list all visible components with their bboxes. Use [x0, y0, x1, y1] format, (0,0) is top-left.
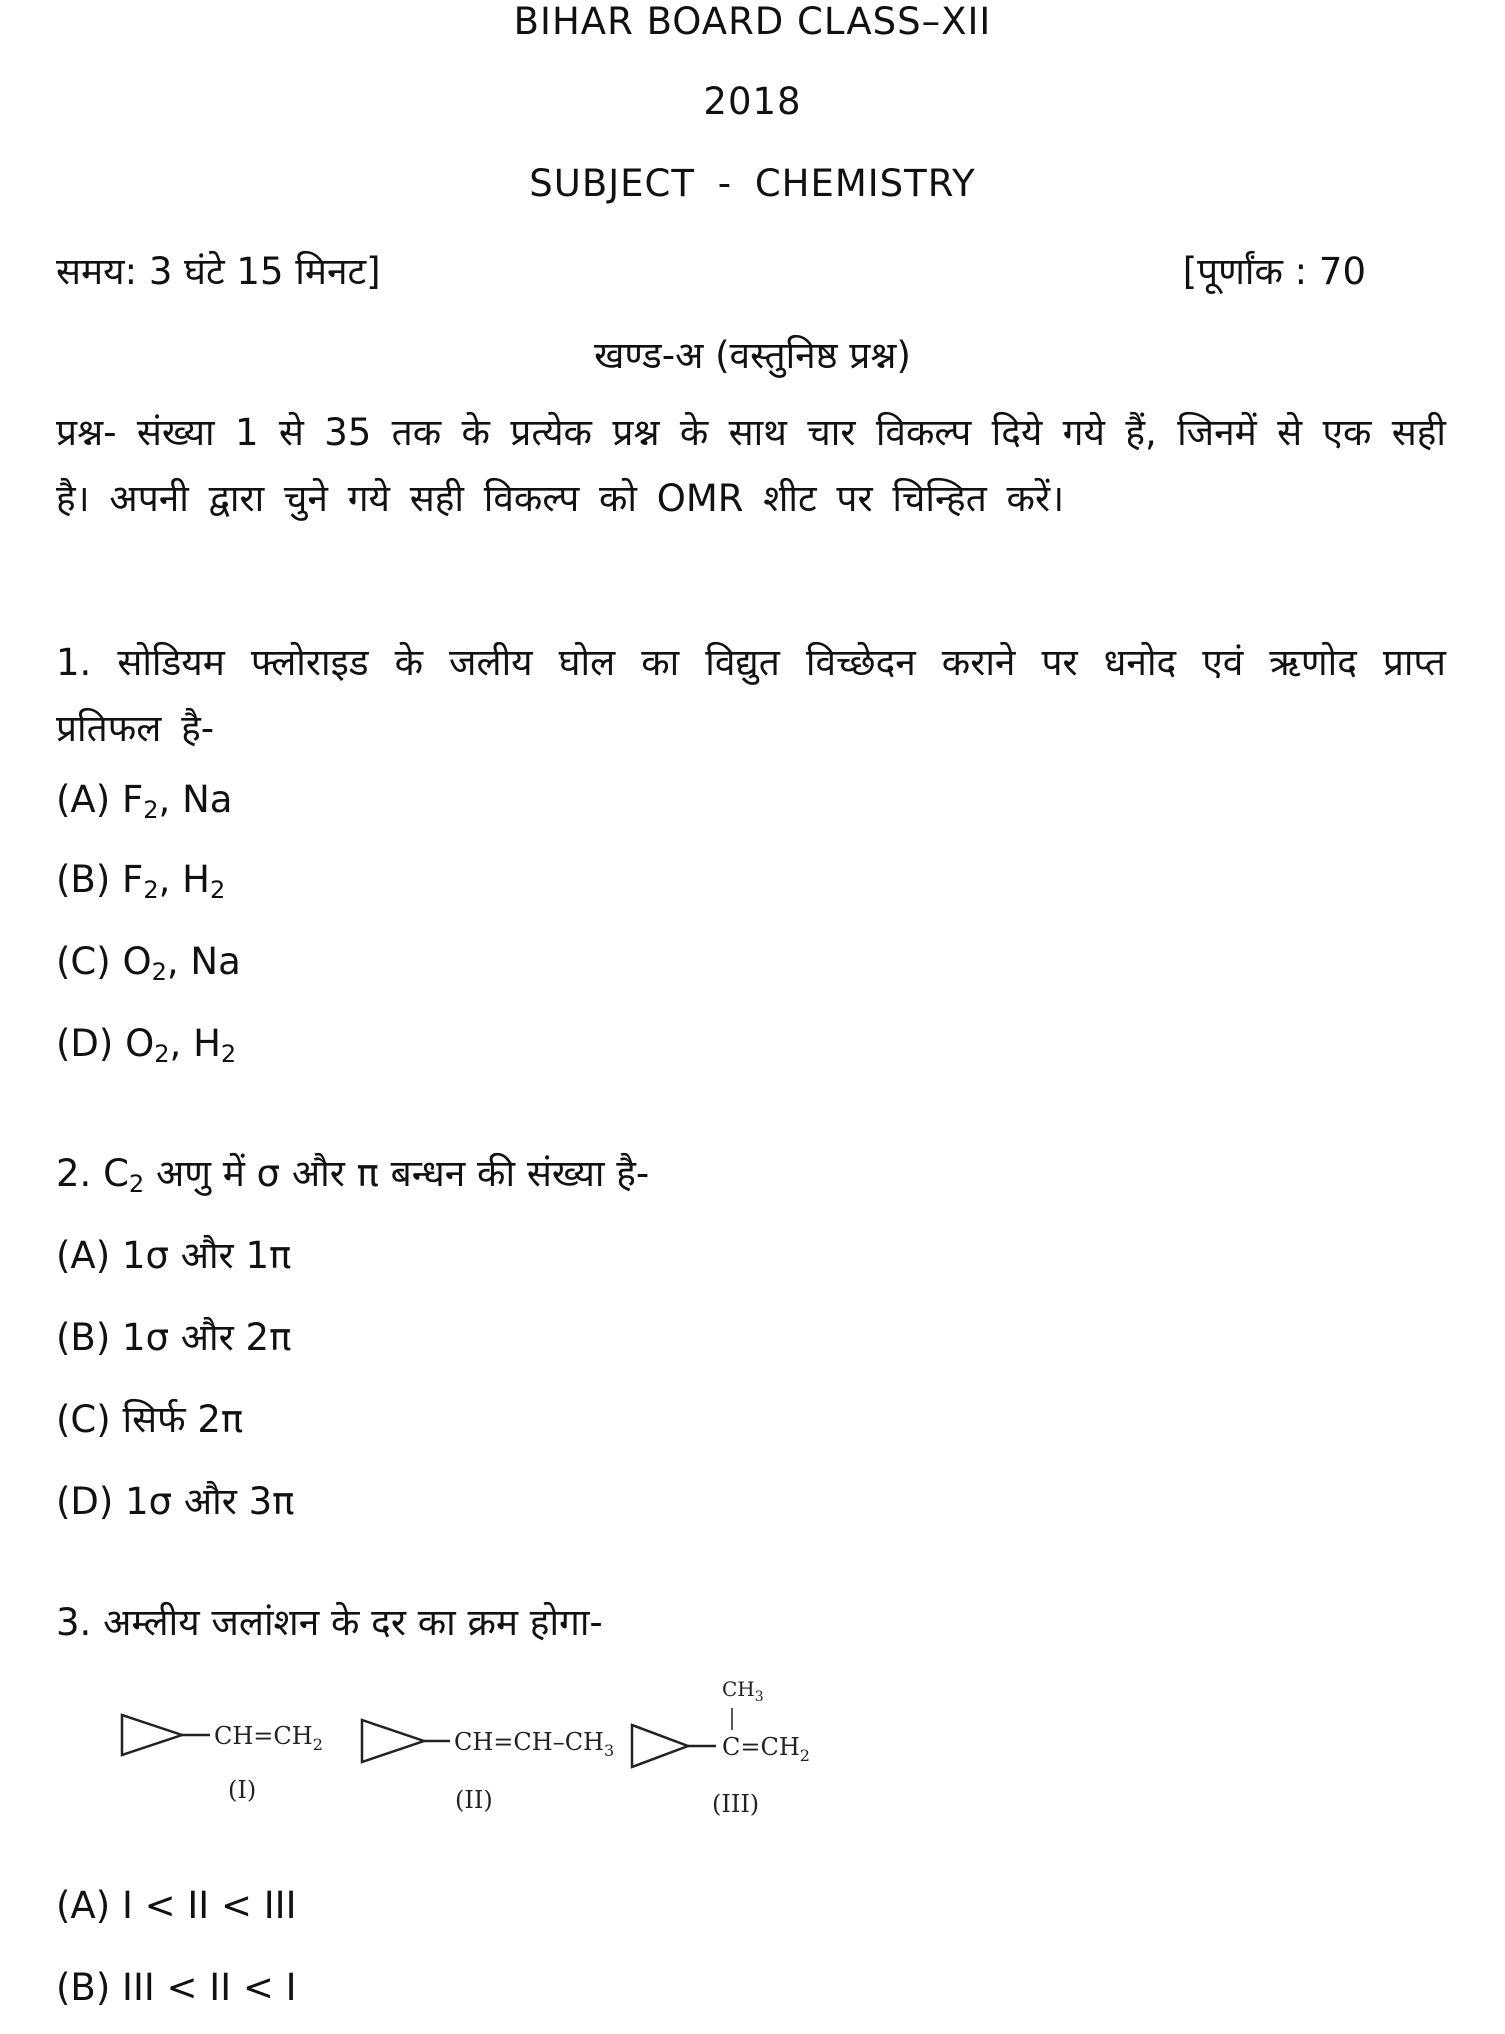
option-formula: F: [122, 858, 144, 901]
q2-option-a: [56, 1228, 291, 1279]
option-label: (B): [56, 1966, 111, 2009]
cyclopropane-ring-icon: [122, 1715, 182, 1755]
full-marks: [पूर्णांक : 70: [1182, 250, 1366, 293]
question-1-text: 1. सोडियम फ्लोराइड के जलीय घोल का विद्युत विच्छेदन कराने पर धनोद एवं ऋणोद प्राप्त प्रतिफल है-: [56, 641, 1446, 750]
q2-option-c: [56, 1392, 243, 1443]
option-formula: O: [125, 1022, 155, 1065]
structure-ii-formula: $CH=CH-CH_3$: [454, 1728, 615, 1760]
board-title: BIHAR BOARD CLASS–XII: [513, 0, 992, 43]
instructions: प्रश्न- संख्या 1 से 35 तक के प्रत्येक प्रश्न के साथ चार विकल्प दिये गये हैं, जिनमें से एक सही है। अपनी द्वारा चुने गये सही विकल्प को OMR शीट पर चिन्हित करें।: [56, 411, 1446, 520]
option-label: (C): [56, 1398, 111, 1441]
option-label: (A): [56, 778, 111, 821]
subscript: 2: [209, 876, 226, 904]
structure-ii-label: (II): [455, 1786, 493, 1814]
option-formula: H: [182, 858, 210, 901]
subscript: 2: [143, 796, 159, 824]
question-number: 2.: [56, 1152, 92, 1195]
option-text: I < II < III: [121, 1884, 297, 1927]
q1-option-d: (D) $O_2$, $H_2$: [56, 1022, 237, 1068]
structure-iii-label: (III): [712, 1790, 760, 1818]
question-body: अणु में σ और π बन्धन की संख्या है-: [155, 1152, 650, 1195]
structure-i-formula: $CH=CH_2$: [214, 1722, 323, 1754]
option-label: (B): [56, 858, 111, 901]
option-label: (D): [56, 1022, 114, 1065]
structure-iii: [632, 1677, 810, 1818]
cyclopropane-ring-icon: [362, 1720, 424, 1762]
subject-title: SUBJECT - CHEMISTRY: [529, 162, 976, 205]
subscript: 2: [128, 1170, 145, 1198]
option-text: 1σ और 1π: [121, 1234, 292, 1277]
q3-option-a: [56, 1884, 296, 1927]
option-formula: H: [193, 1022, 221, 1065]
structure-i: [122, 1715, 323, 1804]
cyclopropane-ring-icon: [632, 1725, 688, 1767]
question-2-text: [56, 1146, 649, 1198]
structure-i-label: (I): [228, 1776, 257, 1804]
structure-ii: [362, 1720, 614, 1814]
subscript: 2: [154, 1040, 170, 1068]
question-3-text: 3. अम्लीय जलांशन के दर का क्रम होगा-: [56, 1601, 603, 1644]
option-label: (C): [56, 940, 111, 983]
option-text: III < II < I: [122, 1966, 297, 2009]
subscript: 2: [143, 876, 159, 904]
q2-option-d: [56, 1474, 294, 1525]
exam-year: 2018: [703, 80, 802, 123]
option-formula: Na: [190, 940, 241, 983]
q2-option-b: [56, 1310, 291, 1361]
q1-option-a: (A) $F_2$, Na: [56, 778, 233, 824]
cyclopropyl-structures-figure: [110, 1660, 850, 1830]
option-label: (B): [56, 1316, 111, 1359]
q1-option-c: (C) $O_2$, Na: [56, 940, 241, 986]
option-label: (A): [56, 1234, 111, 1277]
subscript: 2: [151, 958, 167, 986]
section-heading: खण्ड-अ (वस्तुनिष्ठ प्रश्न): [594, 334, 911, 377]
q3-option-b: [56, 1966, 297, 2009]
option-text: सिर्फ 2π: [122, 1398, 244, 1441]
q1-option-b: (B) $F_2$, $H_2$: [56, 858, 226, 904]
structure-iii-methyl: $CH_3$: [722, 1677, 764, 1705]
time-limit: समय: 3 घंटे 15 मिनट]: [56, 250, 381, 293]
molecule-formula: C: [103, 1152, 129, 1195]
option-formula: O: [122, 940, 152, 983]
subscript: 2: [220, 1040, 237, 1068]
option-formula: Na: [182, 778, 233, 821]
structure-iii-formula: $C=CH_2$: [722, 1733, 810, 1765]
option-text: 1σ और 2π: [122, 1316, 292, 1359]
option-text: 1σ और 3π: [125, 1480, 295, 1523]
option-label: (A): [56, 1884, 111, 1927]
option-label: (D): [56, 1480, 114, 1523]
option-formula: F: [121, 778, 144, 821]
